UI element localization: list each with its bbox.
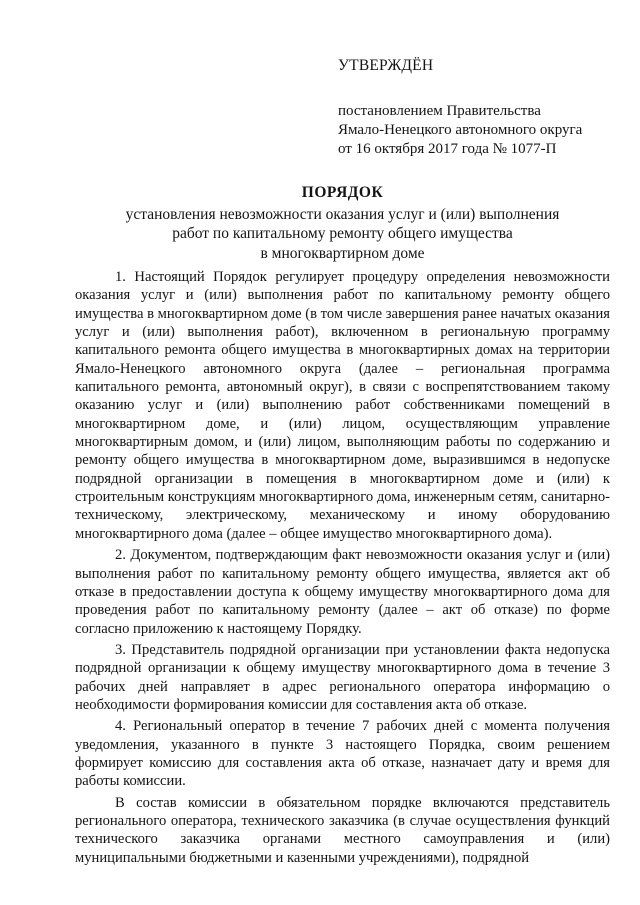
document-heading: ПОРЯДОК	[301, 184, 384, 201]
paragraph-1: 1. Настоящий Порядок регулирует процедуру определения невозможности оказания услуг и (или) выполнения работ по капитальному ремонту общего имущества в многоквартирном доме (в том числе завершения ранее начатых оказания услуг и (или) выполнения работ), включенном в региональную программу капитального ремонта общего имущества в многоквартирных домах на территории Ямало-Ненецкого автономного округа (далее – региональная программа капитального ремонта, автономный округ), в связи с воспрепятствованием такому оказанию услуг и (или) выполнению работ собственниками помещений в многоквартирном доме, и (или) лицом, осуществляющим управление многоквартирным домом, и (или) лицом, выполняющим работы по содержанию и ремонту общего имущества в многоквартирном доме, выразившимся в недопуске подрядной организации в помещения в многоквартирном доме и (или) к строительным конструкциям многоквартирного дома, инженерным сетям, санитарно-техническому, электрическому, механическому и иному оборудованию многоквартирного дома (далее – общее имущество многоквартирного дома).	[75, 269, 610, 542]
document-subtitle-line: установления невозможности оказания услуг и (или) выполнения	[125, 205, 560, 223]
paragraph-3: 3. Представитель подрядной организации при установлении факта недопуска подрядной организации к общему имуществу многоквартирного дома в течение 3 рабочих дней направляет в адрес регионального оператора информацию о необходимости формирования комиссии для составления акта об отказе.	[75, 641, 610, 713]
paragraph-4: 4. Региональный оператор в течение 7 рабочих дней с момента получения уведомления, указанного в пункте 3 настоящего Порядка, своим решением формирует комиссию для составления акта об отказе, назначает дату и время для работы комиссии.	[75, 718, 610, 790]
approval-stamp-title: УТВЕРЖДЁН	[338, 57, 434, 74]
document-subtitle-line: работ по капитальному ремонту общего имущества	[172, 225, 513, 242]
approval-line: Ямало-Ненецкого автономного округа	[338, 122, 583, 138]
document-subtitle-line: в многоквартирном доме	[260, 244, 425, 262]
document-body	[75, 268, 610, 870]
approval-line: от 16 октября 2017 года № 1077-П	[338, 141, 557, 157]
approval-stamp-block	[338, 56, 628, 159]
document-title-block	[75, 183, 610, 263]
paragraph-2: 2. Документом, подтверждающим факт невозможности оказания услуг и (или) выполнения работ по капитальному ремонту общего имущества, является акт об отказе в предоставлении доступа к общему имуществу многоквартирного дома для проведения работ по капитальному ремонту (далее – акт об отказе) по форме согласно приложению к настоящему Порядку.	[75, 547, 610, 637]
paragraph-commission: В состав комиссии в обязательном порядке включаются представитель регионального оператора, технического заказчика (в случае осуществления функций технического заказчика органами местного самоуправления и (или) муниципальными бюджетными и казенными учреждениями), подрядной	[75, 794, 610, 866]
approval-line: постановлением Правительства	[338, 103, 541, 119]
